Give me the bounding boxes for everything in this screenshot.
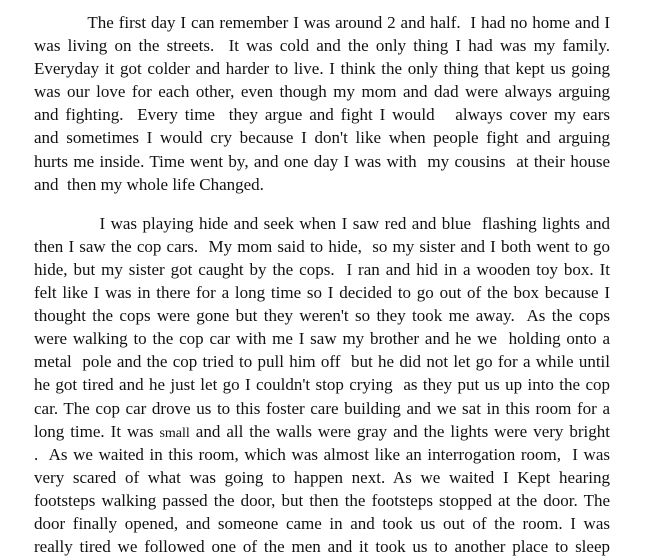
text-line: footsteps walking passed the door, but then the footsteps stopped at the door. The <box>34 490 610 510</box>
text-line: and fighting. Every time they argue and fight I would always cover my ears <box>34 105 610 125</box>
paragraph-1 <box>34 11 610 196</box>
text-line: very scared of what was going to happen next. As we waited I Kept hearing <box>34 467 610 487</box>
text-line: were walking to the cop car with me I saw my brother and he we holding onto a <box>34 329 610 349</box>
small-word: small <box>159 425 190 441</box>
text-line: hide, but my sister got caught by the cops. I ran and hid in a wooden toy box. It <box>34 259 610 279</box>
text-line: car. The cop car drove us to this foster care building and we sat in this room for a <box>34 398 610 418</box>
text-line-with-small-word <box>34 420 610 443</box>
text-line: really tired we followed one of the men and it took us to another place to sleep <box>34 537 610 557</box>
text-fragment: long time. It was <box>34 421 160 441</box>
text-line: The first day I can remember I was around 2 and half. I had no home and I <box>34 13 610 32</box>
text-line: metal pole and the cop tried to pull him off but he did not let go for a while until <box>34 352 610 372</box>
text-line: and then my whole life Changed. <box>34 174 264 194</box>
paragraph-2 <box>34 212 610 558</box>
text-line: I was playing hide and seek when I saw red and blue flashing lights and <box>34 213 610 233</box>
text-line: and sometimes I would cry because I don't like when people fight and arguing <box>34 128 610 148</box>
text-line: hurts me inside. Time went by, and one day I was with my cousins at their house <box>34 151 610 171</box>
text-line: door finally opened, and someone came in and took us out of the room. I was <box>34 513 610 533</box>
text-line: felt like I was in there for a long time so I decided to go out of the box because I <box>34 283 610 303</box>
text-line: was our love for each other, even though my mom and dad were always arguing <box>34 82 610 102</box>
text-line: . As we waited in this room, which was almost like an interrogation room, I was <box>34 444 610 464</box>
text-line: he got tired and he just let go I couldn't stop crying as they put us up into the cop <box>34 375 610 395</box>
paragraph-spacer <box>34 196 610 212</box>
text-line: was living on the streets. It was cold and the only thing I had was my family. <box>34 36 610 56</box>
text-line: Everyday it got colder and harder to live. I think the only thing that kept us going <box>34 59 610 79</box>
text-fragment: and all the walls were gray and the lights were very bright <box>189 421 610 441</box>
text-line: then I saw the cop cars. My mom said to hide, so my sister and I both went to go <box>34 236 610 256</box>
text-line: thought the cops were gone but they weren't so they took me away. As the cops <box>34 306 610 326</box>
document-page <box>34 11 610 558</box>
